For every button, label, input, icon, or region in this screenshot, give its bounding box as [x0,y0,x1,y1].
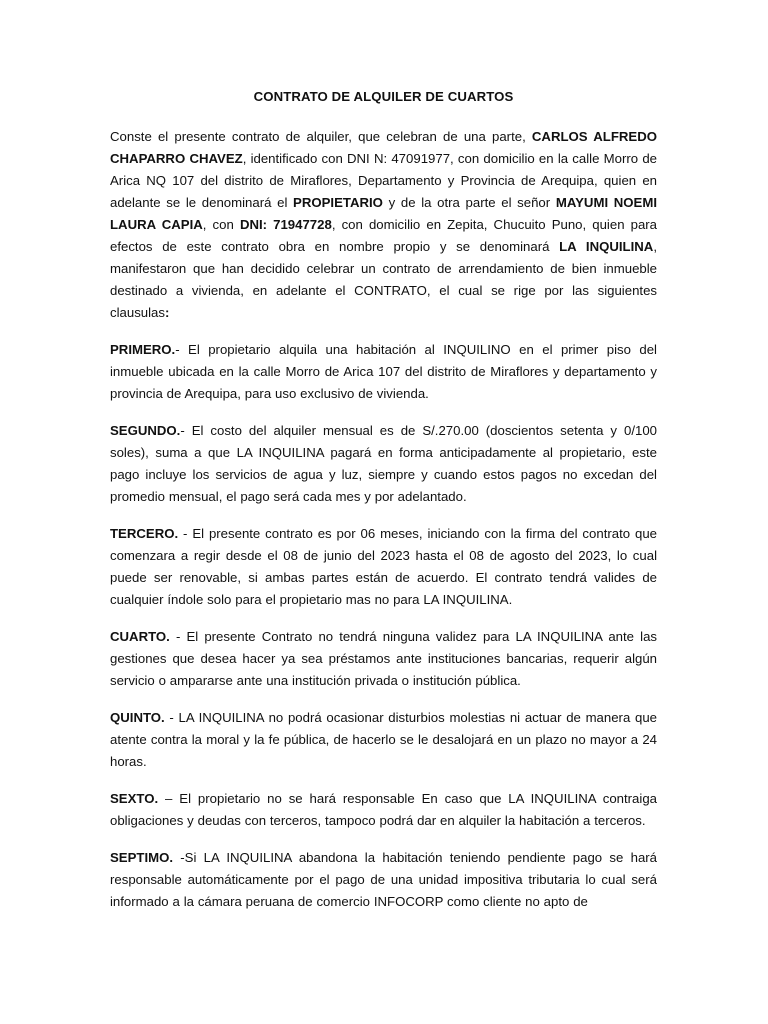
intro-text-2: , identificado con DNI N: 47091977, con domicilio en la calle Morro de Arica NQ 107 del distrito de Miraflores, Departamento y Provincia de Arequipa, quien en adelante se le denominará el [110,151,657,210]
clause-paragraph [110,420,657,508]
clause-paragraph [110,626,657,692]
clause-paragraph [110,339,657,405]
intro-text-6: , manifestaron que han decidido celebrar un contrato de arrendamiento de bien inmueble destinado a vivienda, en adelante el CONTRATO, el cual se rige por las siguientes clausulas [110,239,657,320]
clause-paragraph [110,788,657,832]
clause-text: - El propietario alquila una habitación al INQUILINO en el primer piso del inmueble ubicada en la calle Morro de Arica 107 del distrito de Miraflores y departamento y provincia de Arequipa, para uso exclusivo de vivienda. [110,342,657,401]
clause-text: – El propietario no se hará responsable En caso que LA INQUILINA contraiga obligaciones y deudas con terceros, tampoco podrá dar en alquiler la habitación a terceros. [110,791,657,828]
intro-text-3: y de la otra parte el señor [382,195,556,210]
clause-text: - El presente contrato es por 06 meses, iniciando con la firma del contrato que comenzara a regir desde el 08 de junio del 2023 hasta el 08 de agosto del 2023, lo cual puede ser renovable, si ambas partes están de acuerdo. El contrato tendrá valides de cualquier índole solo para el propietario mas no para LA INQUILINA. [110,526,657,607]
clause-paragraph [110,707,657,773]
tenant-dni: DNI: 71947728 [239,217,332,232]
intro-text-5: , con domicilio en Zepita, Chucuito Puno, quien para efectos de este contrato obra en nombre propio y se denominará [110,217,658,254]
clause-heading: TERCERO. [110,526,179,541]
intro-text-7: : [164,305,170,320]
intro-paragraph [110,126,657,324]
clause-text: -Si LA INQUILINA abandona la habitación teniendo pendiente pago se hará responsable automáticamente por el pago de una unidad impositiva tributaria lo cual será informado a la cámara peruana de comercio INFOCORP como cliente no apto de [110,850,657,909]
document-page [110,86,657,928]
clause-heading: PRIMERO. [110,342,176,357]
clause-heading: SEPTIMO. [110,850,174,865]
clause-heading: QUINTO. [110,710,165,725]
owner-name: CARLOS ALFREDO CHAPARRO CHAVEZ [110,129,657,166]
clause-heading: SEGUNDO. [110,423,181,438]
owner-role: PROPIETARIO [293,195,383,210]
tenant-name: MAYUMI NOEMI LAURA CAPIA [110,195,658,232]
document-title: CONTRATO DE ALQUILER DE CUARTOS [253,89,514,104]
intro-text-1: Conste el presente contrato de alquiler, que celebran de una parte, [110,129,532,144]
clause-text: - LA INQUILINA no podrá ocasionar disturbios molestias ni actuar de manera que atente contra la moral y la fe pública, de hacerlo se le desalojará en un plazo no mayor a 24 horas. [110,710,657,769]
clause-paragraph [110,523,657,611]
clause-text: - El costo del alquiler mensual es de S/.270.00 (doscientos setenta y 0/100 soles), suma a que LA INQUILINA pagará en forma anticipadamente al propietario, este pago incluye los servicios de agua y luz, siempre y cuando estos pagos no excedan del promedio mensual, el pago será cada mes y por adelantado. [110,423,657,504]
clause-heading: CUARTO. [110,629,170,644]
clause-paragraph [110,847,657,913]
clause-heading: SEXTO. [110,791,159,806]
tenant-role: LA INQUILINA [559,239,654,254]
intro-text-4: , con [202,217,240,232]
clause-text: - El presente Contrato no tendrá ninguna validez para LA INQUILINA ante las gestiones que desea hacer ya sea préstamos ante instituciones bancarias, requerir algún servicio o ampararse ante una institución privada o institución pública. [110,629,657,688]
